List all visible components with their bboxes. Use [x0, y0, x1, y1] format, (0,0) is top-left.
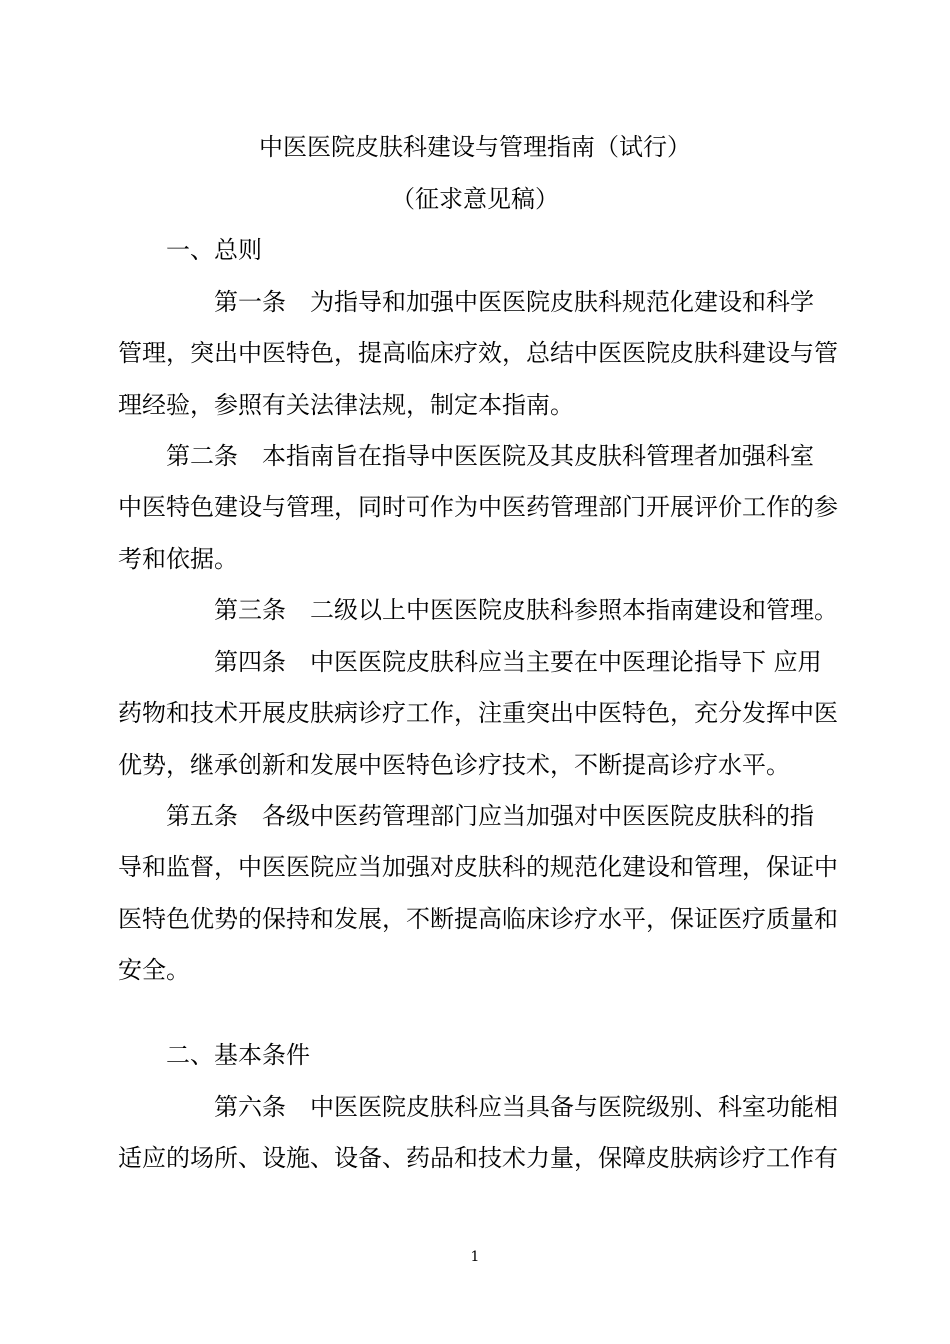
article-2-line-2: 中医特色建设与管理，同时可作为中医药管理部门开展评价工作的参 [118, 493, 838, 521]
article-3-line-1: 第三条 二级以上中医医院皮肤科参照本指南建设和管理。 [214, 596, 838, 624]
article-4-line-2: 药物和技术开展皮肤病诊疗工作，注重突出中医特色，充分发挥中医 [118, 699, 838, 727]
article-1-line-2: 管理，突出中医特色，提高临床疗效，总结中医医院皮肤科建设与管 [118, 339, 838, 367]
article-4-line-3: 优势，继承创新和发展中医特色诊疗技术，不断提高诊疗水平。 [118, 751, 790, 779]
article-5-line-1: 第五条 各级中医药管理部门应当加强对中医医院皮肤科的指 [166, 802, 814, 830]
article-2-line-1: 第二条 本指南旨在指导中医医院及其皮肤科管理者加强科室 [166, 442, 814, 470]
page-number: 1 [470, 1249, 480, 1265]
document-title: 中医医院皮肤科建设与管理指南（试行） [259, 133, 691, 161]
article-1-line-1: 第一条 为指导和加强中医医院皮肤科规范化建设和科学 [214, 288, 814, 316]
article-6-line-1: 第六条 中医医院皮肤科应当具备与医院级别、科室功能相 [214, 1093, 838, 1121]
section-heading-basic-conditions: 二、基本条件 [166, 1041, 310, 1069]
document-subtitle: （征求意见稿） [391, 185, 559, 213]
article-5-line-4: 安全。 [118, 956, 190, 984]
article-5-line-2: 导和监督，中医医院应当加强对皮肤科的规范化建设和管理，保证中 [118, 853, 838, 881]
article-4-line-1: 第四条 中医医院皮肤科应当主要在中医理论指导下 应用 [214, 648, 822, 676]
article-6-line-2: 适应的场所、设施、设备、药品和技术力量，保障皮肤病诊疗工作有 [118, 1144, 838, 1172]
article-5-line-3: 医特色优势的保持和发展，不断提高临床诊疗水平，保证医疗质量和 [118, 905, 838, 933]
section-heading-general: 一、总则 [166, 236, 262, 264]
article-2-line-3: 考和依据。 [118, 545, 238, 573]
article-1-line-3: 理经验，参照有关法律法规，制定本指南。 [118, 391, 574, 419]
